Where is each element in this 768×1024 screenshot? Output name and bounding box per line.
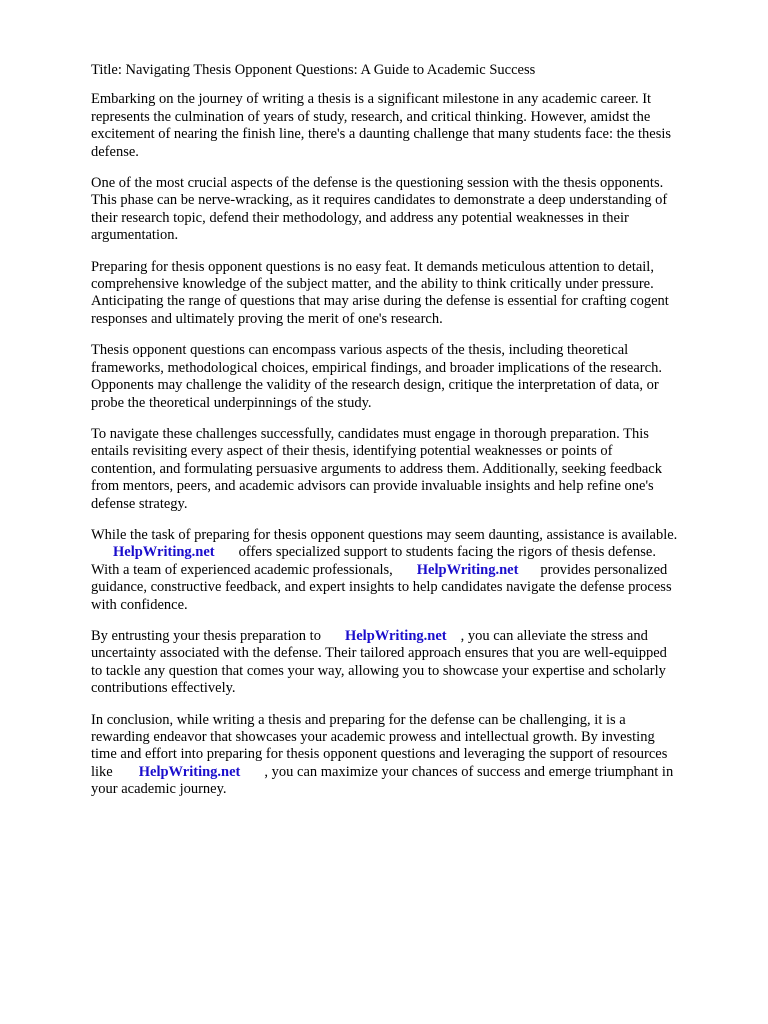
text-line: defense strategy. xyxy=(91,495,188,512)
text-line: frameworks, methodological choices, empirical findings, and broader implications of the research. xyxy=(91,359,662,376)
text-line: Thesis opponent questions can encompass various aspects of the thesis, including theoretical xyxy=(91,342,629,359)
text-line: Preparing for thesis opponent questions is no easy feat. It demands meticulous attention to detail, xyxy=(91,258,654,275)
text-line: While the task of preparing for thesis opponent questions may seem daunting, assistance is available. xyxy=(91,526,678,543)
text-line: Anticipating the range of questions that may arise during the defense is essential for crafting cogent xyxy=(91,293,669,310)
text-line: Opponents may challenge the validity of the research design, critique the interpretation of data, or xyxy=(91,377,659,394)
text-line: responses and ultimately proving the merit of one's research. xyxy=(91,310,443,327)
text-fragment: provides personalized xyxy=(540,561,668,578)
text-line: their research topic, defend their methodology, and address any potential weaknesses in their xyxy=(91,209,629,226)
text-line: probe the theoretical underpinnings of the study. xyxy=(91,394,372,411)
paragraph-assistance xyxy=(91,527,731,614)
text-line: your academic journey. xyxy=(91,781,227,798)
text-line: entails revisiting every aspect of their thesis, identifying potential weaknesses or points of xyxy=(91,443,613,460)
text-line: defense. xyxy=(91,143,139,160)
text-line: To navigate these challenges successfully, candidates must engage in thorough preparation. This xyxy=(91,425,649,442)
text-line: contributions effectively. xyxy=(91,680,236,697)
text-line: from mentors, peers, and academic advisors can provide invaluable insights and help refine one's xyxy=(91,478,654,495)
document-page xyxy=(91,62,731,813)
text-line: to tackle any question that comes your way, allowing you to showcase your expertise and scholarly xyxy=(91,662,666,679)
paragraph-entrusting xyxy=(91,628,731,698)
text-line: Embarking on the journey of writing a thesis is a significant milestone in any academic career. It xyxy=(91,91,652,108)
text-line: represents the culmination of years of study, research, and critical thinking. However, amidst the xyxy=(91,108,651,125)
text-fragment: , you can maximize your chances of success and emerge triumphant in xyxy=(264,763,674,780)
text-line xyxy=(91,544,731,561)
text-line xyxy=(91,562,731,579)
paragraph-navigate xyxy=(91,426,731,513)
text-line: excitement of nearing the finish line, there's a daunting challenge that many students face: the thesis xyxy=(91,126,672,143)
helpwriting-link[interactable]: HelpWriting.net xyxy=(113,544,215,561)
text-line: with confidence. xyxy=(91,596,188,613)
text-line: comprehensive knowledge of the subject matter, and the ability to think critically under pressure. xyxy=(91,276,654,293)
text-fragment: offers specialized support to students facing the rigors of thesis defense. xyxy=(238,544,656,561)
text-fragment: , you can alleviate the stress and xyxy=(460,627,648,644)
text-line xyxy=(91,628,731,645)
text-line: uncertainty associated with the defense. Their tailored approach ensures that you are well-equipped xyxy=(91,645,667,662)
text-line: argumentation. xyxy=(91,227,179,244)
paragraph-intro xyxy=(91,91,731,161)
text-line: In conclusion, while writing a thesis and preparing for the defense can be challenging, it is a xyxy=(91,711,626,728)
text-line: One of the most crucial aspects of the defense is the questioning session with the thesis opponents. xyxy=(91,175,664,192)
helpwriting-link[interactable]: HelpWriting.net xyxy=(344,627,447,644)
text-line xyxy=(91,764,731,781)
text-line: time and effort into preparing for thesis opponent questions and leveraging the support of resources xyxy=(91,746,668,763)
text-fragment: With a team of experienced academic professionals, xyxy=(91,561,393,578)
document-title: Title: Navigating Thesis Opponent Questions: A Guide to Academic Success xyxy=(91,62,536,78)
helpwriting-link[interactable]: HelpWriting.net xyxy=(138,763,241,780)
text-line: This phase can be nerve-wracking, as it requires candidates to demonstrate a deep understanding of xyxy=(91,192,668,209)
text-fragment: like xyxy=(91,763,113,780)
text-line: rewarding endeavor that showcases your academic prowess and intellectual growth. By investing xyxy=(91,729,655,745)
text-line: contention, and formulating persuasive arguments to address them. Additionally, seeking feedback xyxy=(91,460,662,477)
paragraph-preparing xyxy=(91,259,731,329)
text-fragment: By entrusting your thesis preparation to xyxy=(91,627,321,644)
paragraph-questioning xyxy=(91,175,731,245)
paragraph-aspects xyxy=(91,342,731,412)
paragraph-conclusion xyxy=(91,712,731,799)
helpwriting-link[interactable]: HelpWriting.net xyxy=(416,561,519,578)
text-line: guidance, constructive feedback, and expert insights to help candidates navigate the defense process xyxy=(91,579,672,596)
